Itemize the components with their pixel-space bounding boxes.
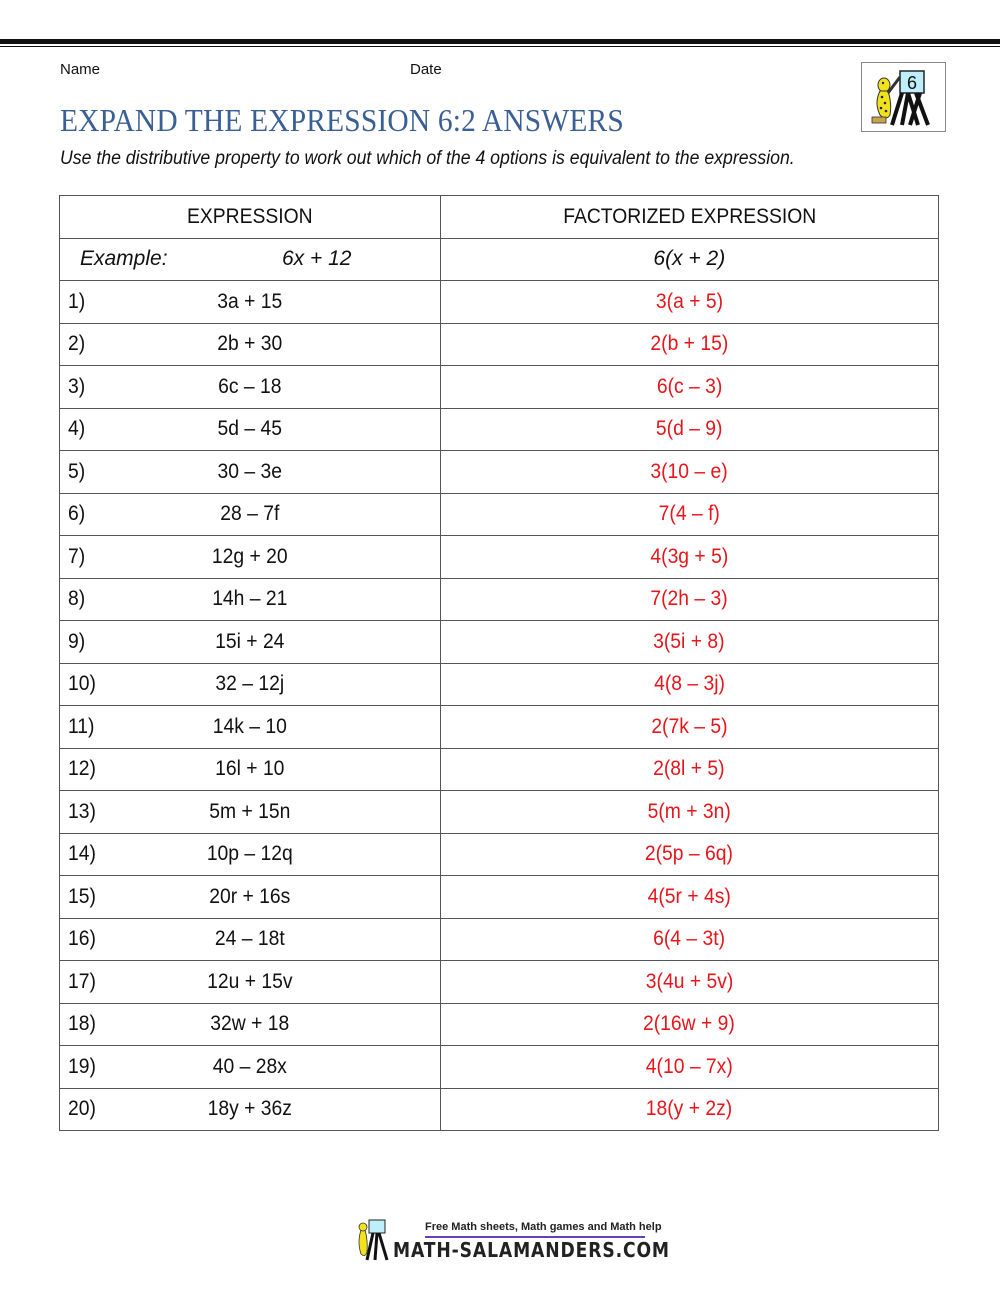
table-row <box>60 451 939 494</box>
question-number: 10) <box>68 672 96 696</box>
answer-expression: 2(16w + 9) <box>643 1012 736 1036</box>
table-row <box>60 1088 939 1131</box>
question-expression: 15i + 24 <box>215 629 285 653</box>
question-number: 18) <box>68 1012 96 1036</box>
table-row <box>60 961 939 1004</box>
question-expression: 16l + 10 <box>215 757 285 781</box>
answer-expression: 2(5p – 6q) <box>645 842 734 866</box>
answer-expression: 4(10 – 7x) <box>645 1054 733 1078</box>
answer-expression: 2(8l + 5) <box>653 757 726 781</box>
answers-table <box>59 195 939 1131</box>
answer-expression: 5(d – 9) <box>656 417 723 441</box>
table-row <box>60 408 939 451</box>
question-expression: 12g + 20 <box>211 544 288 568</box>
answer-expression: 2(b + 15) <box>650 332 729 356</box>
question-expression: 24 – 18t <box>214 927 285 951</box>
question-number: 14) <box>68 842 96 866</box>
top-rule-thick <box>0 39 1000 44</box>
table-row <box>60 833 939 876</box>
answer-expression: 18(y + 2z) <box>646 1097 733 1121</box>
example-label: Example: <box>80 247 168 271</box>
question-number: 2) <box>68 332 86 356</box>
date-label: Date <box>410 61 442 78</box>
question-expression: 5m + 15n <box>209 799 291 823</box>
question-expression: 32w + 18 <box>210 1012 290 1036</box>
question-expression: 30 – 3e <box>217 459 283 483</box>
question-number: 16) <box>68 927 96 951</box>
table-row <box>60 366 939 409</box>
question-number: 11) <box>68 714 95 738</box>
answer-expression: 2(7k – 5) <box>651 714 728 738</box>
answer-expression: 4(3g + 5) <box>650 544 729 568</box>
question-expression: 12u + 15v <box>207 969 293 993</box>
salamander-grade-icon <box>862 63 945 131</box>
table-row <box>60 791 939 834</box>
table-row <box>60 1003 939 1046</box>
question-expression: 14k – 10 <box>212 714 287 738</box>
question-expression: 40 – 28x <box>212 1054 287 1078</box>
question-expression: 5d – 45 <box>217 417 283 441</box>
table-row <box>60 663 939 706</box>
table-row <box>60 578 939 621</box>
question-number: 13) <box>68 799 96 823</box>
example-row <box>60 238 939 281</box>
column-header-expression: EXPRESSION <box>186 204 313 228</box>
question-expression: 6c – 18 <box>218 374 282 398</box>
question-expression: 28 – 7f <box>220 502 280 526</box>
table-row <box>60 876 939 919</box>
example-answer: 6(x + 2) <box>653 247 726 271</box>
answer-expression: 7(4 – f) <box>658 502 720 526</box>
footer-tagline: Free Math sheets, Math games and Math help <box>425 1221 662 1233</box>
svg-text:6: 6 <box>906 73 918 93</box>
question-expression: 32 – 12j <box>215 672 285 696</box>
answer-expression: 4(5r + 4s) <box>647 884 731 908</box>
top-rule-thin <box>0 46 1000 47</box>
question-number: 7) <box>68 544 86 568</box>
question-expression: 3a + 15 <box>217 289 283 313</box>
answer-expression: 4(8 – 3j) <box>653 672 725 696</box>
answer-expression: 3(5i + 8) <box>653 629 726 653</box>
answer-expression: 3(a + 5) <box>655 289 723 313</box>
answer-expression: 6(c – 3) <box>656 374 723 398</box>
table-header-row <box>60 196 939 239</box>
table-row <box>60 1046 939 1089</box>
table-row <box>60 536 939 579</box>
answer-expression: 3(4u + 5v) <box>645 969 734 993</box>
question-expression: 14h – 21 <box>212 587 288 611</box>
instructions: Use the distributive property to work out which of the 4 options is equivalent to the expression. <box>60 148 795 169</box>
footer-brand: MATH-SALAMANDERS.COM <box>393 1238 670 1262</box>
table-row <box>60 281 939 324</box>
question-number: 3) <box>68 374 86 398</box>
question-number: 6) <box>68 502 86 526</box>
question-number: 9) <box>68 629 86 653</box>
answer-expression: 5(m + 3n) <box>647 799 731 823</box>
question-expression: 2b + 30 <box>217 332 283 356</box>
answer-expression: 6(4 – 3t) <box>653 927 726 951</box>
question-number: 4) <box>68 417 86 441</box>
table-row <box>60 323 939 366</box>
name-label: Name <box>60 61 101 78</box>
example-expression: 6x + 12 <box>282 247 352 271</box>
answer-expression: 3(10 – e) <box>650 459 728 483</box>
question-number: 20) <box>68 1097 96 1121</box>
table-row <box>60 748 939 791</box>
table-row <box>60 706 939 749</box>
page-title: EXPAND THE EXPRESSION 6:2 ANSWERS <box>60 102 624 138</box>
question-number: 19) <box>68 1054 96 1078</box>
question-number: 8) <box>68 587 86 611</box>
question-number: 5) <box>68 459 86 483</box>
question-expression: 10p – 12q <box>206 842 293 866</box>
question-expression: 18y + 36z <box>207 1097 292 1121</box>
question-number: 15) <box>68 884 96 908</box>
answer-expression: 7(2h – 3) <box>650 587 728 611</box>
table-row <box>60 621 939 664</box>
question-expression: 20r + 16s <box>209 884 291 908</box>
table-row <box>60 918 939 961</box>
footer-logo <box>355 1218 670 1263</box>
question-number: 17) <box>68 969 96 993</box>
table-row <box>60 493 939 536</box>
column-header-factorized: FACTORIZED EXPRESSION <box>562 204 816 228</box>
question-number: 12) <box>68 757 96 781</box>
salamander-footer-icon <box>355 1218 395 1263</box>
question-number: 1) <box>68 289 86 313</box>
grade-logo <box>861 62 946 132</box>
